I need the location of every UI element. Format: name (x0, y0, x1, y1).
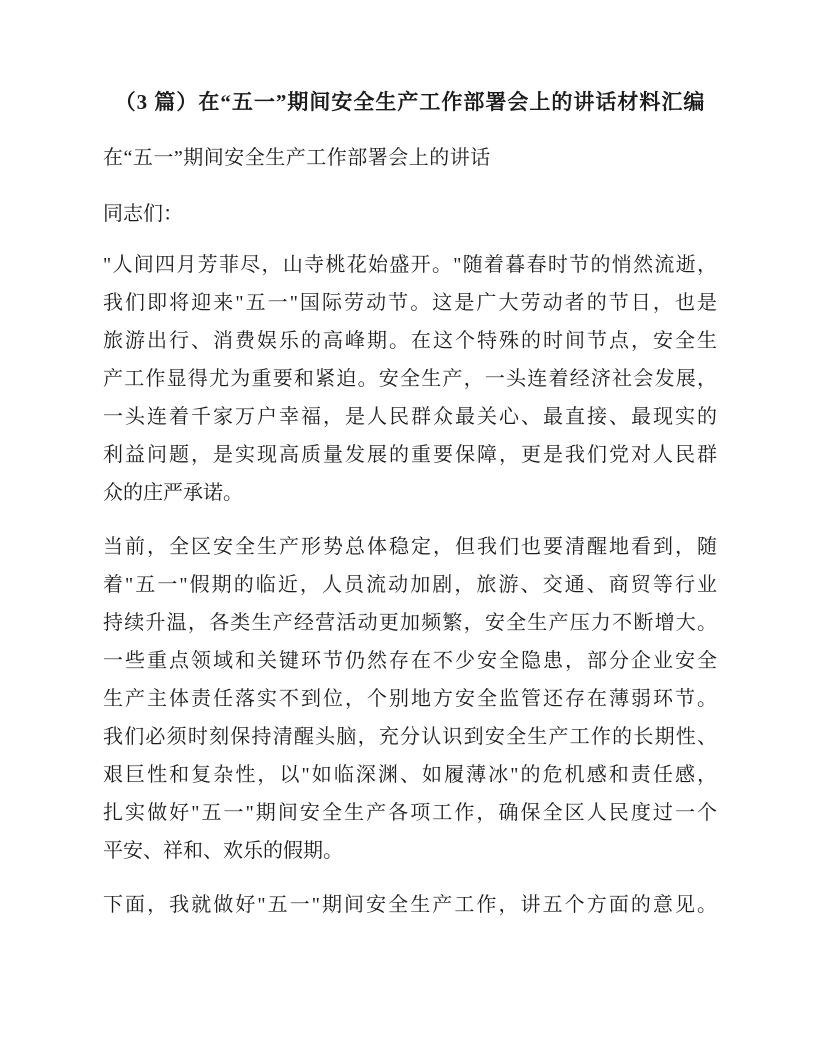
text-line: "人间四月芳菲尽，山寺桃花始盛开。"随着暮春时节的悄然流逝， (103, 254, 717, 276)
paragraph-2 (103, 528, 717, 870)
text-line: 着"五一"假期的临近，人员流动加剧，旅游、交通、商贸等行业 (103, 574, 717, 596)
text-line: 旅游出行、消费娱乐的高峰期。在这个特殊的时间节点，安全生 (103, 330, 717, 352)
document-subtitle: 在“五一”期间安全生产工作部署会上的讲话 (103, 147, 491, 169)
text-line: 当前，全区安全生产形势总体稳定，但我们也要清醒地看到，随 (103, 536, 717, 558)
text-line: 一头连着千家万户幸福，是人民群众最关心、最直接、最现实的 (103, 406, 717, 428)
text-line: 利益问题，是实现高质量发展的重要保障，更是我们党对人民群 (103, 444, 717, 466)
paragraph-3 (103, 886, 717, 924)
paragraph-1 (103, 246, 717, 512)
text-line: 平安、祥和、欢乐的假期。 (103, 840, 343, 862)
text-line: 产工作显得尤为重要和紧迫。安全生产，一头连着经济社会发展， (103, 368, 717, 390)
document-title: （3 篇）在“五一”期间安全生产工作部署会上的讲话材料汇编 (114, 90, 706, 114)
text-line: 众的庄严承诺。 (103, 482, 243, 504)
salutation: 同志们： (103, 203, 183, 225)
text-line: 艰巨性和复杂性，以"如临深渊、如履薄冰"的危机感和责任感， (103, 764, 717, 786)
text-line: 一些重点领域和关键环节仍然存在不少安全隐患，部分企业安全 (103, 650, 717, 672)
text-line: 扎实做好"五一"期间安全生产各项工作，确保全区人民度过一个 (103, 802, 717, 824)
text-line: 生产主体责任落实不到位，个别地方安全监管还存在薄弱环节。 (103, 688, 717, 710)
text-line: 下面，我就做好"五一"期间安全生产工作，讲五个方面的意见。 (103, 894, 717, 916)
text-line: 持续升温，各类生产经营活动更加频繁，安全生产压力不断增大。 (103, 612, 717, 634)
text-line: 我们必须时刻保持清醒头脑，充分认识到安全生产工作的长期性、 (103, 726, 717, 748)
text-line: 我们即将迎来"五一"国际劳动节。这是广大劳动者的节日，也是 (103, 292, 717, 314)
